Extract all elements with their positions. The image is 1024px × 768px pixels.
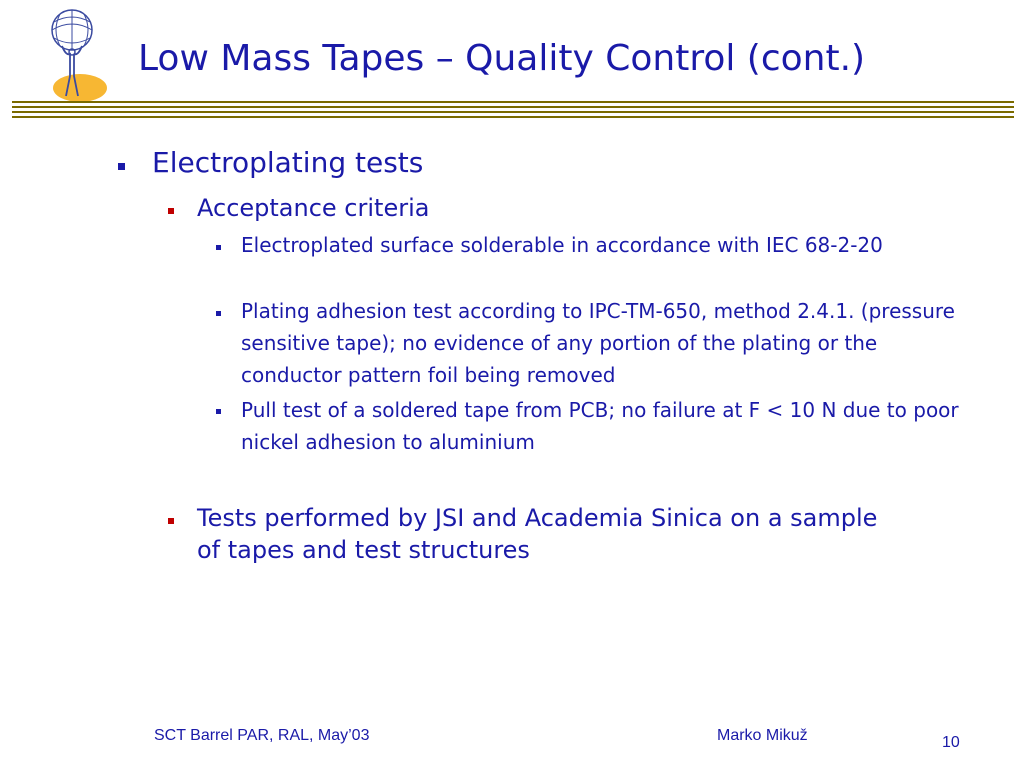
bullet-marker-icon bbox=[216, 245, 221, 250]
footer-event: SCT Barrel PAR, RAL, May’03 bbox=[154, 727, 370, 744]
bullet-marker-icon bbox=[216, 409, 221, 414]
bullet-acceptance-criteria: Acceptance criteria bbox=[197, 194, 430, 222]
footer-author: Marko Mikuž bbox=[717, 727, 808, 744]
bullet-electroplating-tests: Electroplating tests bbox=[152, 146, 424, 179]
criteria-item-pull-test: Pull test of a soldered tape from PCB; no failure at F < 10 N due to poor nickel adhesion to aluminium bbox=[241, 398, 959, 454]
criteria-item-plating-adhesion: Plating adhesion test according to IPC-TM-650, method 2.4.1. (pressure sensitive tape); no evidence of any portion of the plating or the conductor pattern foil being removed bbox=[241, 299, 955, 387]
slide-title: Low Mass Tapes – Quality Control (cont.) bbox=[138, 38, 866, 79]
bullet-marker-icon bbox=[168, 208, 174, 214]
page-number: 10 bbox=[942, 734, 960, 751]
atlas-logo-icon bbox=[40, 6, 108, 102]
bullet-marker-icon bbox=[118, 163, 125, 170]
bullet-tests-performed: Tests performed by JSI and Academia Sinica on a sample of tapes and test structures bbox=[197, 504, 878, 564]
bullet-marker-icon bbox=[168, 518, 174, 524]
criteria-item-solderable: Electroplated surface solderable in accordance with IEC 68-2-20 bbox=[241, 233, 883, 257]
bullet-marker-icon bbox=[216, 311, 221, 316]
header-divider bbox=[12, 101, 1014, 121]
